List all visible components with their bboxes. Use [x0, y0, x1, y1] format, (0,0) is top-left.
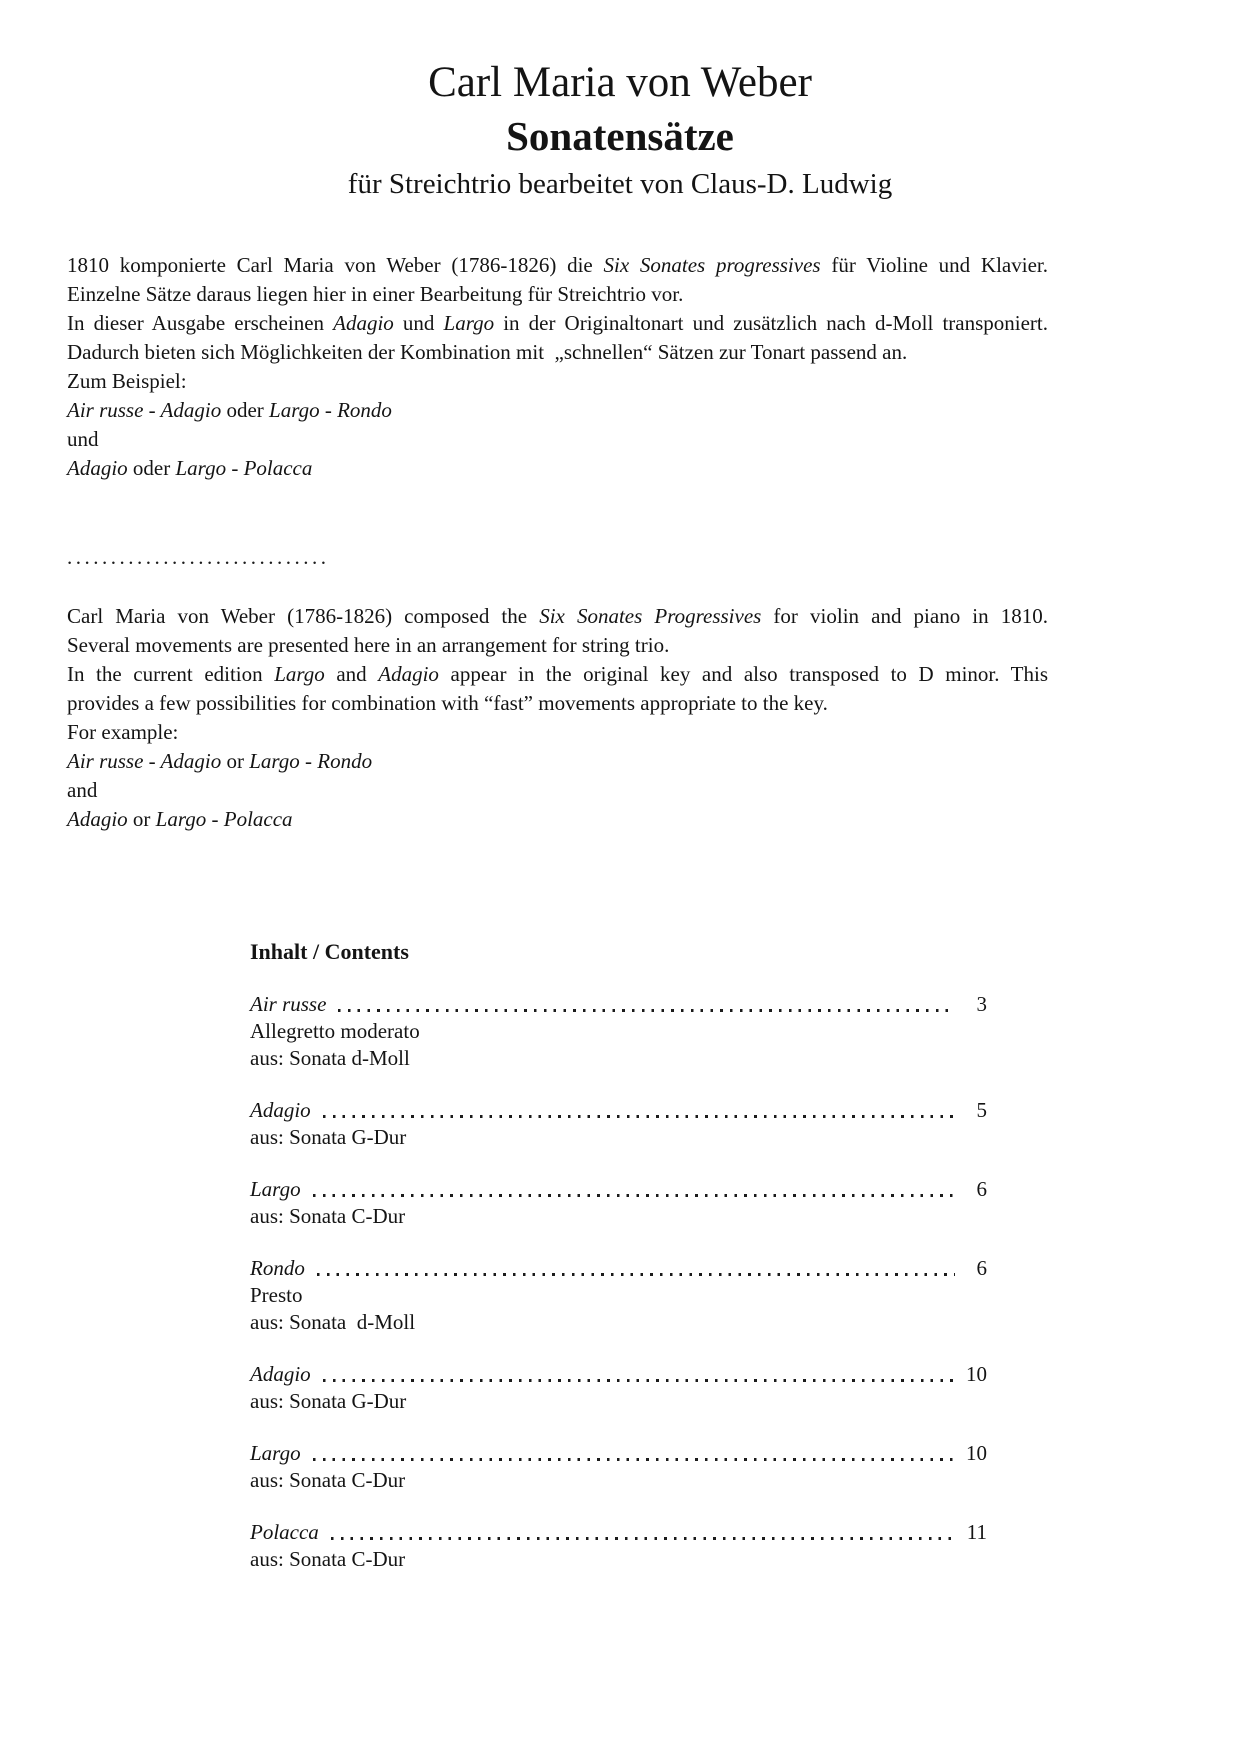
- text-segment: or: [221, 749, 250, 773]
- italic-segment: Largo: [443, 311, 495, 335]
- text-line: und: [67, 427, 99, 451]
- text-line: [67, 747, 1048, 776]
- text-segment: 1810 komponierte Carl Maria von Weber (1786-1826) die: [67, 253, 604, 277]
- toc-dot-leader: [313, 1194, 955, 1197]
- text-segment: or: [127, 807, 156, 831]
- italic-segment: Largo - Polacca: [175, 456, 313, 480]
- text-line: [67, 454, 1048, 483]
- german-intro-paragraph: [67, 251, 1048, 483]
- text-line: For example:: [67, 720, 179, 744]
- text-line: [67, 309, 1048, 338]
- toc-subline: aus: Sonata d-Moll: [250, 1310, 416, 1334]
- text-segment: for violin and piano in 1810.: [761, 604, 1048, 628]
- toc-entry: [250, 1096, 987, 1151]
- italic-segment: Largo - Rondo: [269, 398, 392, 422]
- text-segment: für Violine und Klavier.: [820, 253, 1048, 277]
- composer-name: Carl Maria von Weber: [428, 59, 812, 106]
- toc-page-number: 10: [966, 1441, 987, 1465]
- toc-page-number: 10: [966, 1362, 987, 1386]
- toc-row: [250, 1360, 987, 1388]
- table-of-contents: [250, 938, 987, 1573]
- title-block: [0, 57, 1240, 203]
- separator-dots: ..............................: [67, 545, 330, 569]
- toc-title: Adagio: [250, 1362, 311, 1386]
- toc-dot-leader: [323, 1115, 955, 1118]
- text-line: [67, 251, 1048, 280]
- toc-row: [250, 1518, 987, 1546]
- italic-segment: Largo - Polacca: [155, 807, 293, 831]
- toc-entry: [250, 1518, 987, 1573]
- toc-title: Polacca: [250, 1520, 319, 1544]
- text-segment: In dieser Ausgabe erscheinen: [67, 311, 334, 335]
- italic-segment: Air russe - Adagio: [67, 398, 222, 422]
- italic-segment: Adagio: [378, 662, 439, 686]
- toc-page-number: 3: [976, 992, 987, 1016]
- toc-page-number: 5: [976, 1098, 987, 1122]
- italic-segment: Air russe - Adagio: [67, 749, 222, 773]
- text-line: [67, 602, 1048, 631]
- toc-subline: aus: Sonata C-Dur: [250, 1547, 406, 1571]
- italic-segment: Largo: [274, 662, 325, 686]
- text-line: [67, 805, 1048, 834]
- toc-subline: aus: Sonata G-Dur: [250, 1389, 407, 1413]
- toc-title: Largo: [250, 1177, 301, 1201]
- italic-segment: Adagio: [333, 311, 394, 335]
- toc-dot-leader: [317, 1273, 955, 1276]
- arrangement-subtitle: für Streichtrio bearbeitet von Claus-D. Ludwig: [347, 168, 893, 200]
- text-segment: and: [324, 662, 379, 686]
- text-line: and: [67, 778, 98, 802]
- english-intro-paragraph: [67, 602, 1048, 834]
- italic-segment: Adagio: [67, 807, 128, 831]
- italic-segment: Six Sonates Progressives: [539, 604, 762, 628]
- text-segment: und: [393, 311, 444, 335]
- text-segment: appear in the original key and also transposed to D minor. This: [438, 662, 1049, 686]
- toc-entry: [250, 1254, 987, 1336]
- toc-subline: aus: Sonata G-Dur: [250, 1125, 407, 1149]
- toc-entry: [250, 1360, 987, 1415]
- text-line: Dadurch bieten sich Möglichkeiten der Kombination mit „schnellen“ Sätzen zur Tonart passend an.: [67, 340, 908, 364]
- toc-row: [250, 1254, 987, 1282]
- italic-segment: Adagio: [67, 456, 128, 480]
- toc-dot-leader: [323, 1379, 955, 1382]
- text-line: [67, 660, 1048, 689]
- toc-entry: [250, 990, 987, 1072]
- toc-subline: Presto: [250, 1283, 303, 1307]
- work-title: Sonatensätze: [506, 113, 734, 159]
- toc-entry: [250, 1439, 987, 1494]
- text-line: [67, 396, 1048, 425]
- toc-row: [250, 1175, 987, 1203]
- toc-title: Rondo: [250, 1256, 305, 1280]
- toc-page-number: 11: [966, 1520, 987, 1544]
- toc-dot-leader: [338, 1009, 955, 1012]
- toc-page-number: 6: [976, 1177, 987, 1201]
- text-line: Einzelne Sätze daraus liegen hier in einer Bearbeitung für Streichtrio vor.: [67, 282, 684, 306]
- toc-subline: aus: Sonata C-Dur: [250, 1468, 406, 1492]
- toc-subline: aus: Sonata C-Dur: [250, 1204, 406, 1228]
- text-line: Zum Beispiel:: [67, 369, 187, 393]
- text-line: provides a few possibilities for combination with “fast” movements appropriate to the key.: [67, 691, 828, 715]
- text-segment: Carl Maria von Weber (1786-1826) composed the: [67, 604, 540, 628]
- toc-title: Air russe: [250, 992, 327, 1016]
- toc-title: Adagio: [250, 1098, 311, 1122]
- italic-segment: Largo - Rondo: [249, 749, 373, 773]
- toc-subline: Allegretto moderato: [250, 1019, 420, 1043]
- italic-segment: Six Sonates progressives: [603, 253, 821, 277]
- text-segment: in der Originaltonart und zusätzlich nach d-Moll transponiert.: [494, 311, 1048, 335]
- toc-dot-leader: [313, 1458, 955, 1461]
- text-line: Several movements are presented here in an arrangement for string trio.: [67, 633, 670, 657]
- toc-entry: [250, 1175, 987, 1230]
- toc-row: [250, 1439, 987, 1467]
- contents-heading: Inhalt / Contents: [250, 939, 409, 964]
- toc-title: Largo: [250, 1441, 301, 1465]
- text-segment: In the current edition: [67, 662, 275, 686]
- text-segment: oder: [221, 398, 270, 422]
- text-segment: oder: [127, 456, 176, 480]
- toc-row: [250, 990, 987, 1018]
- toc-dot-leader: [331, 1537, 955, 1540]
- toc-row: [250, 1096, 987, 1124]
- toc-subline: aus: Sonata d-Moll: [250, 1046, 410, 1070]
- toc-page-number: 6: [976, 1256, 987, 1280]
